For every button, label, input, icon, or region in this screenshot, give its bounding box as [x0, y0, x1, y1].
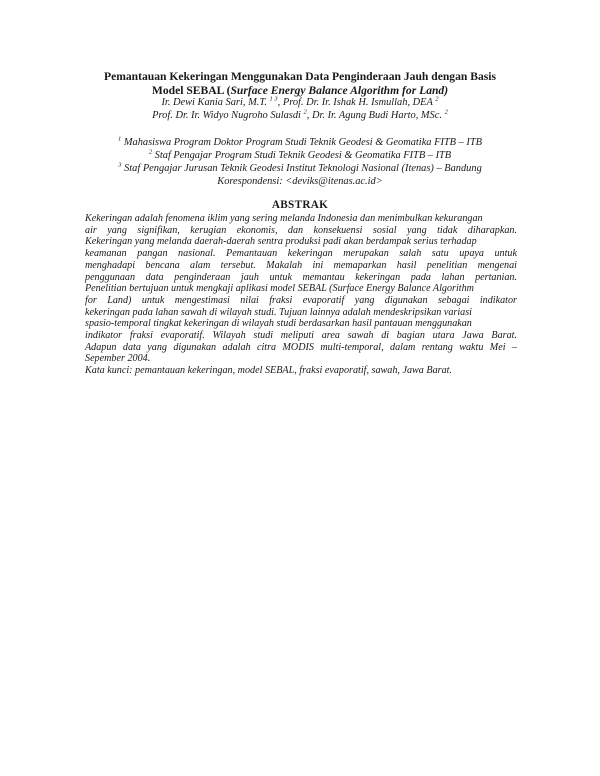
author-1: Ir. Dewi Kania Sari, M.T.	[161, 97, 267, 108]
affiliation-1-text: Mahasiswa Program Doktor Program Studi Teknik Geodesi & Geomatika FITB – ITB	[123, 137, 483, 148]
title-line-2-prefix: Model SEBAL (	[151, 83, 231, 97]
abstract-line-1: Kekeringan adalah fenomena iklim yang sering melanda Indonesia dan menimbulkan kekurangan	[85, 213, 483, 224]
keywords: Kata kunci: pemantauan kekeringan, model SEBAL, fraksi evaporatif, sawah, Jawa Barat.	[85, 365, 452, 377]
affiliation-3	[70, 162, 530, 175]
abstract-line-11: indikator fraksi evaporatif. Wilayah studi meliputi area sawah di bagian utara Jawa Barat.	[85, 330, 517, 342]
affiliation-2	[70, 149, 530, 162]
title-line-1: Pemantauan Kekeringan Menggunakan Data Penginderaan Jauh dengan Basis	[104, 70, 496, 83]
abstract-line-13: Sepember 2004.	[85, 353, 151, 365]
author-3: Prof. Dr. Ir. Widyo Nugroho Sulasdi	[152, 109, 301, 121]
abstract-line-2: air yang signifikan, kerugian ekonomis, dan konsekuensi sosial yang tidak diharapkan.	[85, 224, 517, 236]
affiliation-2-text: Staf Pengajar Program Studi Teknik Geodesi & Geomatika FITB – ITB	[154, 150, 452, 161]
author-4-affiliation: 2	[444, 108, 448, 116]
affiliation-3-number: 3	[118, 161, 122, 169]
paper-title	[80, 70, 520, 97]
abstract-body	[85, 213, 517, 377]
author-4: , Dr. Ir. Agung Budi Harto, MSc.	[306, 109, 442, 121]
abstract-line-9: kekeringan pada lahan sawah di wilayah studi. Tujuan lainnya adalah mendeskripsikan variasi	[85, 306, 472, 318]
correspondence: Korespondensi: <deviks@itenas.ac.id>	[217, 176, 383, 187]
author-1-affiliation: 1 3	[269, 95, 278, 103]
abstract-line-7: Penelitian bertujuan untuk mengkaji aplikasi model SEBAL (Surface Energy Balance Algorithm	[85, 283, 474, 295]
author-2-affiliation: 2	[435, 95, 439, 103]
abstract-line-8: for Land) untuk mengestimasi nilai fraksi evaporatif yang digunakan sebagai indikator	[85, 294, 517, 306]
author-list	[70, 97, 530, 122]
affiliation-3-text: Staf Pengajar Jurusan Teknik Geodesi Institut Teknologi Nasional (Itenas) – Bandung	[124, 163, 482, 174]
affiliation-1-number: 1	[117, 135, 122, 143]
abstract-line-6: penggunaan data penginderaan jauh untuk memantau kekeringan pada lahan pertanian.	[85, 271, 517, 283]
abstract-line-12: Adapun data yang digunakan adalah citra MODIS multi-temporal, dalam rentang waktu Mei –	[85, 341, 517, 353]
title-line-2-italic: Surface Energy Balance Algorithm for Land)	[230, 83, 449, 97]
affiliations	[70, 136, 530, 188]
affiliation-2-number: 2	[148, 148, 153, 156]
abstract-line-3: Kekeringan yang melanda daerah-daerah sentra produksi padi akan berdampak serius terhadap	[85, 236, 477, 248]
abstract-heading: ABSTRAK	[271, 199, 329, 211]
abstract-line-10: spasio-temporal tingkat kekeringan di wilayah studi berdasarkan hasil pantauan menggunakan	[85, 318, 472, 330]
abstract-line-4: keamanan pangan nasional. Pemantauan kekeringan merupakan salah satu upaya untuk	[85, 248, 517, 260]
abstract-line-5: menghadapi bencana alam tersebut. Makalah ini memaparkan hasil penelitian mengenai	[85, 259, 517, 271]
author-2: , Prof. Dr. Ir. Ishak H. Ismullah, DEA	[277, 97, 433, 108]
affiliation-1	[70, 136, 530, 149]
author-3-affiliation: 2	[303, 108, 307, 116]
